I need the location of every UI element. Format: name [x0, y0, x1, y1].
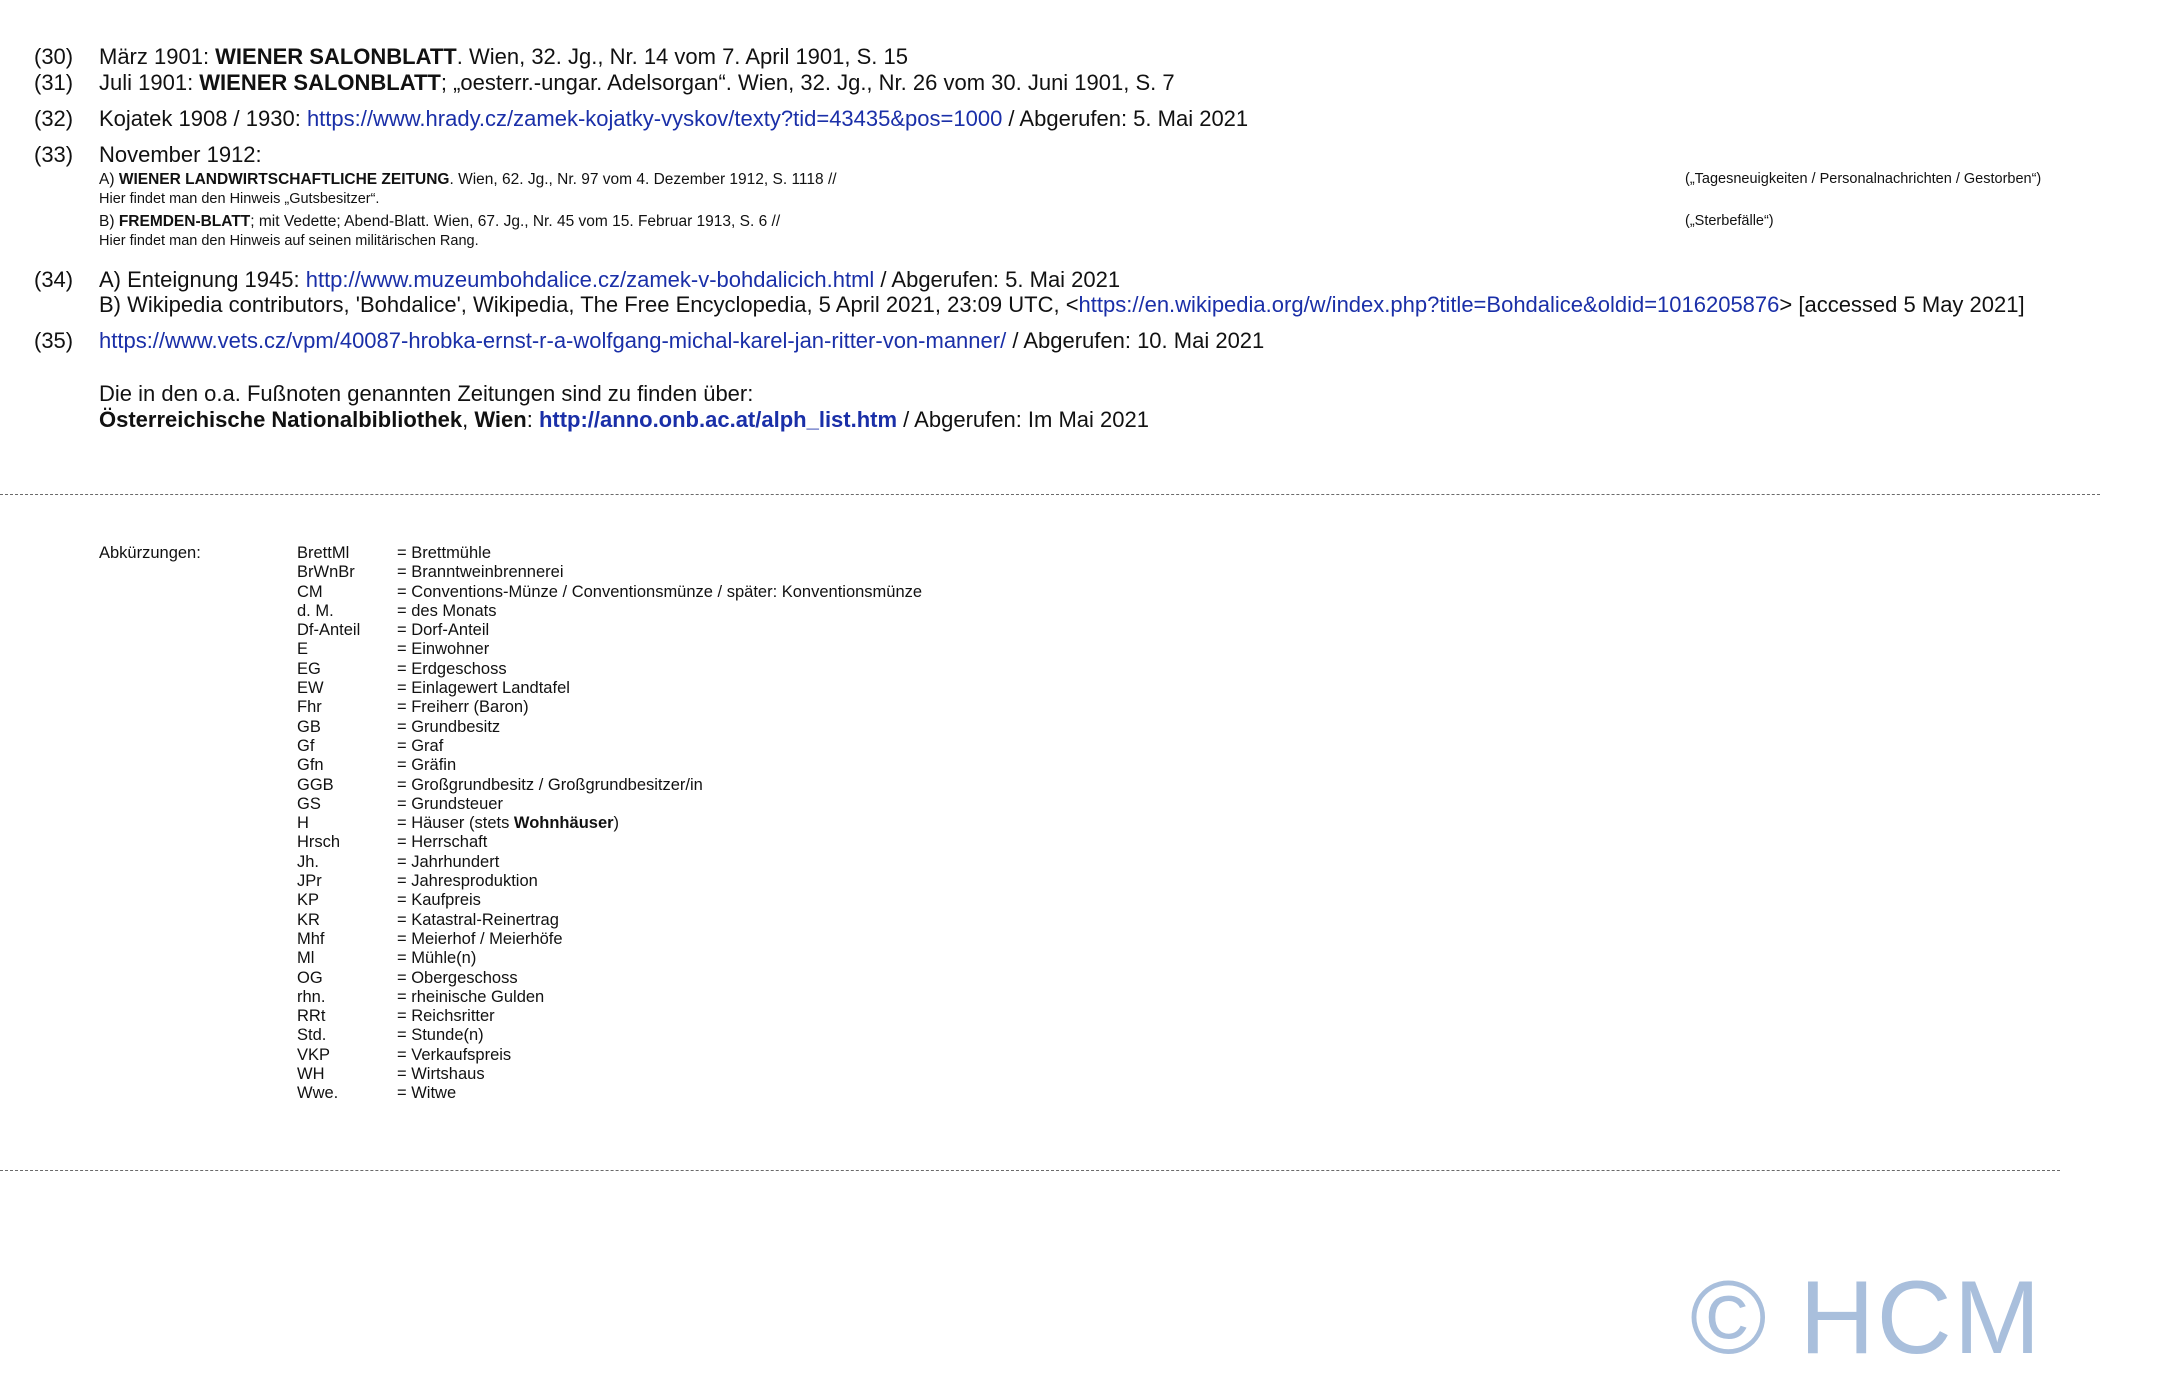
footnote-34-a: A) Enteignung 1945: http://www.muzeumbohdalice.cz/zamek-v-bohdalicich.html / Abgerufen: 5. Mai 2021 [99, 267, 1121, 292]
copyright-watermark: © HCM [1690, 1260, 2043, 1376]
abbreviation-key: KP [297, 891, 320, 910]
abbreviation-meaning: = Grundbesitz [397, 717, 501, 736]
abbreviation-key: Fhr [297, 698, 322, 717]
abbreviation-meaning: = Einlagewert Landtafel [397, 679, 570, 698]
abbreviation-key: VKP [297, 1045, 331, 1064]
abbreviation-key: Gf [297, 736, 315, 755]
abbreviation-meaning: = Einwohner [397, 640, 490, 659]
abbreviation-meaning: = Reichsritter [397, 1007, 495, 1026]
abbreviation-meaning: = Jahrhundert [397, 852, 500, 871]
abbreviation-meaning: = Conventions-Münze / Conventionsmünze / später: Konventionsmünze [397, 582, 923, 601]
footnote-34-a-link[interactable]: http://www.muzeumbohdalice.cz/zamek-v-bohdalicich.html [305, 267, 875, 292]
abbreviation-key: rhn. [297, 987, 326, 1006]
abbreviation-key: EW [297, 679, 324, 698]
footnote-34-b-link[interactable]: https://en.wikipedia.org/w/index.php?title=Bohdalice&oldid=1016205876 [1078, 292, 1780, 317]
abbreviation-meaning: = Katastral-Reinertrag [397, 910, 559, 929]
abbreviation-meaning: = Brettmühle [397, 544, 492, 562]
abbreviation-meaning: = Wirtshaus [397, 1065, 485, 1084]
abbreviation-meaning: = Jahresproduktion [397, 872, 538, 891]
footnote-35-text: https://www.vets.cz/vpm/40087-hrobka-ernst-r-a-wolfgang-michal-karel-jan-ritter-von-manner/ / Abgerufen: 10. Mai 2021 [99, 328, 1265, 353]
abbreviation-meaning: = Häuser (stets Wohnhäuser) [397, 814, 620, 833]
abbreviation-key: BrWnBr [297, 563, 355, 582]
abbreviation-key: Mhf [297, 929, 325, 948]
abbreviation-key: GGB [297, 775, 334, 794]
footnote-31-text: Juli 1901: WIENER SALONBLATT; „oesterr.-ungar. Adelsorgan“. Wien, 32. Jg., Nr. 26 vom 30. Juni 1901, S. 7 [99, 70, 1175, 95]
abbreviation-key: Std. [297, 1026, 327, 1045]
abbreviation-key: E [297, 640, 309, 659]
footnote-33-b: B) FREMDEN-BLATT; mit Vedette; Abend-Blatt. Wien, 67. Jg., Nr. 45 vom 15. Februar 1913, S. 6 // [99, 213, 781, 230]
abbreviation-key: OG [297, 968, 323, 987]
abbreviation-meaning: = Kaufpreis [397, 891, 481, 910]
footnote-32-text: Kojatek 1908 / 1930: https://www.hrady.cz/zamek-kojatky-vyskov/texty?tid=43435&pos=1000 / Abgerufen: 5. Mai 2021 [99, 106, 1249, 131]
footnote-32-link[interactable]: https://www.hrady.cz/zamek-kojatky-vyskov/texty?tid=43435&pos=1000 [306, 106, 1003, 131]
footnote-35-link[interactable]: https://www.vets.cz/vpm/40087-hrobka-ernst-r-a-wolfgang-michal-karel-jan-ritter-von-manner/ [99, 328, 1007, 353]
abbreviation-meaning: = Meierhof / Meierhöfe [397, 929, 563, 948]
separator-top [0, 494, 2100, 495]
footnote-33-a-section: („Tagesneuigkeiten / Personalnachrichten / Gestorben“) [1685, 171, 2042, 187]
footnote-33-b-section: („Sterbefälle“) [1685, 213, 1774, 229]
abbreviation-key: Wwe. [297, 1084, 339, 1103]
abbreviation-key: Ml [297, 949, 315, 968]
abbreviation-key: d. M. [297, 601, 334, 620]
abbreviation-key: RRt [297, 1007, 326, 1026]
footnote-number: (34) [34, 267, 74, 292]
footnote-33-title: November 1912: [99, 142, 262, 167]
sources-intro: Die in den o.a. Fußnoten genannten Zeitungen sind zu finden über: [99, 381, 754, 406]
abbreviations-meanings [397, 544, 922, 1104]
abbreviation-key: Jh. [297, 852, 320, 871]
abbreviation-meaning: = Witwe [397, 1084, 457, 1103]
sources-link[interactable]: http://anno.onb.ac.at/alph_list.htm [538, 407, 898, 432]
abbreviation-meaning: = Erdgeschoss [397, 659, 507, 678]
sources-library: Österreichische Nationalbibliothek, Wien: http://anno.onb.ac.at/alph_list.htm / Abgerufen: Im Mai 2021 [99, 407, 1149, 432]
abbreviation-key: Df-Anteil [297, 621, 361, 640]
footnote-30-text: März 1901: WIENER SALONBLATT. Wien, 32. Jg., Nr. 14 vom 7. April 1901, S. 15 [99, 44, 908, 69]
abbreviation-meaning: = Großgrundbesitz / Großgrundbesitzer/in [397, 775, 703, 794]
footnote-number: (35) [34, 328, 74, 353]
footnote-number: (32) [34, 106, 74, 131]
abbreviation-meaning: = Dorf-Anteil [397, 621, 490, 640]
abbreviation-meaning: = Gräfin [397, 756, 457, 775]
abbreviation-key: KR [297, 910, 320, 929]
abbreviation-meaning: = rheinische Gulden [397, 987, 545, 1006]
abbreviation-key: Hrsch [297, 833, 341, 852]
abbreviation-key: Gfn [297, 756, 324, 775]
abbreviation-meaning: = Verkaufspreis [397, 1045, 512, 1064]
abbreviations-label: Abkürzungen: [99, 544, 201, 562]
abbreviation-meaning: = Freiherr (Baron) [397, 698, 529, 717]
abbreviation-meaning: = Mühle(n) [397, 949, 477, 968]
footnote-number: (33) [34, 142, 74, 167]
abbreviation-meaning: = Stunde(n) [397, 1026, 484, 1045]
abbreviation-key: GB [297, 717, 321, 736]
abbreviations-keys [297, 544, 360, 1104]
footnote-number: (31) [34, 70, 74, 95]
abbreviation-meaning: = Obergeschoss [397, 968, 518, 987]
abbreviation-key: EG [297, 659, 321, 678]
footnote-33-a: A) WIENER LANDWIRTSCHAFTLICHE ZEITUNG. Wien, 62. Jg., Nr. 97 vom 4. Dezember 1912, S. 1118 // [99, 171, 837, 188]
abbreviation-key: BrettMl [297, 544, 350, 562]
abbreviation-key: CM [297, 582, 323, 601]
abbreviation-meaning: = Grundsteuer [397, 794, 503, 813]
abbreviation-key: JPr [297, 872, 322, 891]
footnote-number: (30) [34, 44, 74, 69]
footnote-33-a-note: Hier findet man den Hinweis „Gutsbesitzer“. [99, 191, 380, 207]
abbreviation-meaning: = Herrschaft [397, 833, 488, 852]
abbreviation-meaning: = des Monats [397, 601, 497, 620]
abbreviation-meaning: = Branntweinbrennerei [397, 563, 564, 582]
separator-bottom [0, 1170, 2060, 1171]
footnote-34-b: B) Wikipedia contributors, 'Bohdalice', Wikipedia, The Free Encyclopedia, 5 April 2021, 23:09 UTC, <https://en.wikipedia.org/w/index.php?title=Bohdalice&oldid=1016205876> [accessed 5 May 2021] [99, 292, 2025, 317]
footnote-33-b-note: Hier findet man den Hinweis auf seinen militärischen Rang. [99, 233, 479, 249]
abbreviation-meaning: = Graf [397, 736, 444, 755]
abbreviation-key: WH [297, 1065, 325, 1084]
abbreviation-key: GS [297, 794, 321, 813]
abbreviation-key: H [297, 814, 309, 833]
